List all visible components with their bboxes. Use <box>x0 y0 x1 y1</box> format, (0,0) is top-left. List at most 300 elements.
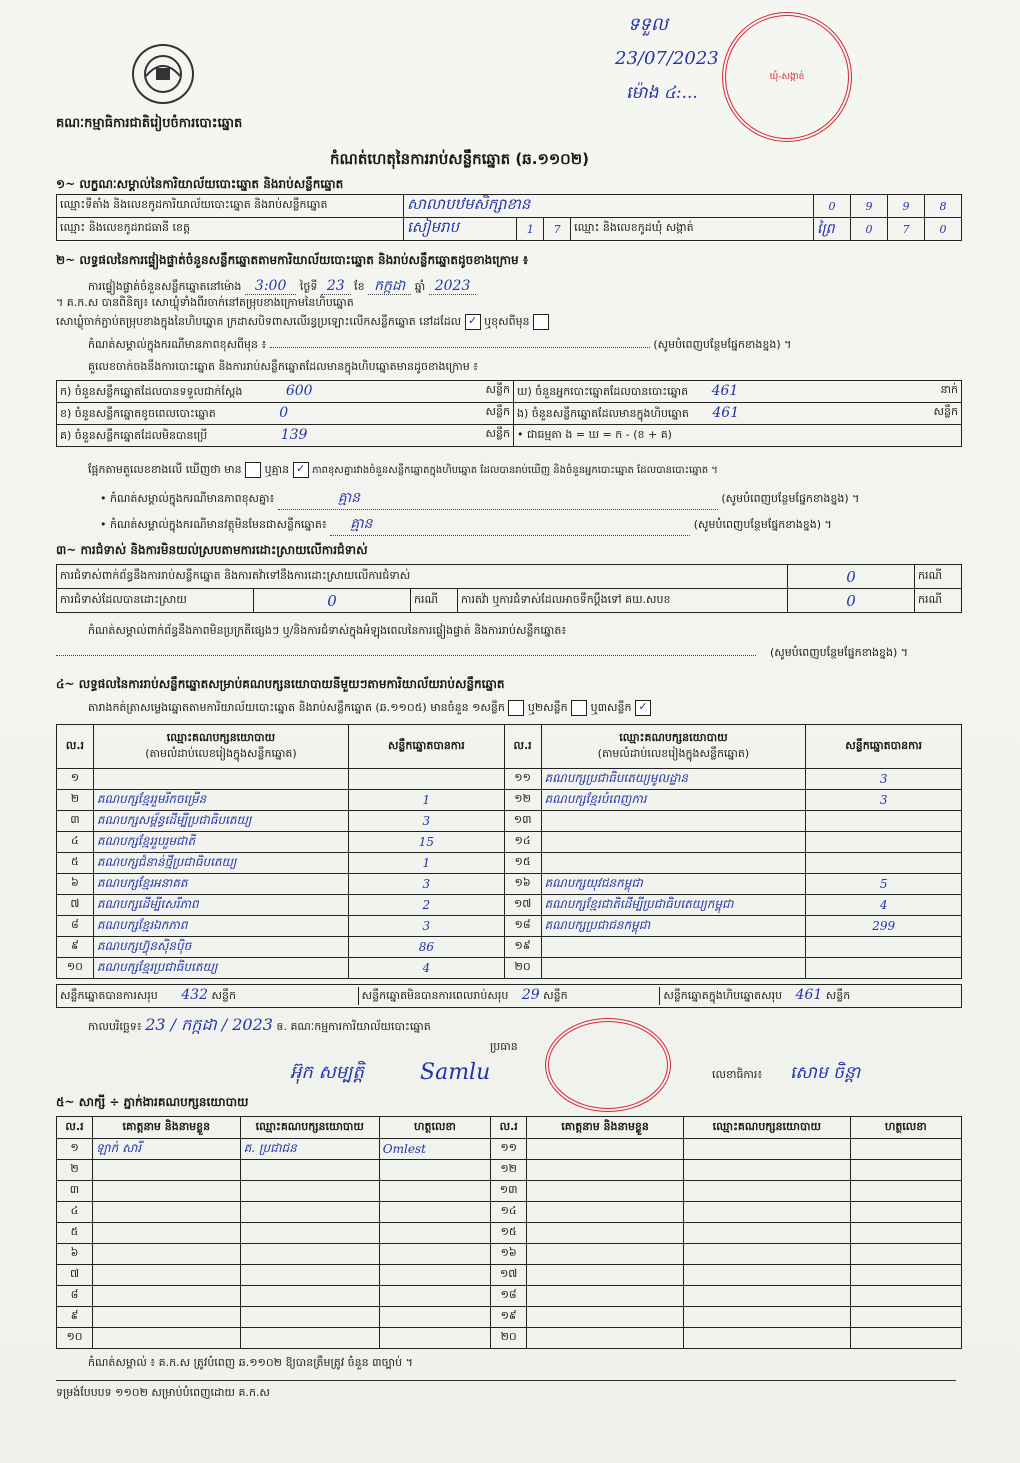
party-votes-right <box>806 811 962 832</box>
witness-row <box>57 1160 962 1181</box>
witness-party-right <box>684 1223 851 1244</box>
total-box-cell <box>659 987 961 1005</box>
witness-party-right <box>684 1286 851 1307</box>
section5-heading: ៥~ សាក្សី ÷ ភ្នាក់ងារគណបក្សនយោបាយ <box>56 1095 249 1109</box>
party-no-left: ១ <box>57 769 94 790</box>
party-no-right: ១៦ <box>504 874 541 895</box>
date-line <box>88 1014 431 1038</box>
party-name-right: គណបក្សប្រជាជនកម្ពុជា <box>541 916 806 937</box>
spoiled-label: ខ) ចំនួនសន្លឹកឆ្នោតខូចពេលបោះឆ្នោត <box>60 406 216 420</box>
province-code-1: 1 <box>517 218 544 241</box>
w-col-no-right: ល.រ <box>491 1117 527 1139</box>
note-line-1 <box>88 338 968 354</box>
witness-name-right <box>527 1181 684 1202</box>
bullet1-fill: (សូមបំពេញបន្ថែមផ្នែកខាងខ្នង) ។ <box>721 492 860 505</box>
witness-name-left <box>93 1223 241 1244</box>
appeal-unit: ករណី <box>915 589 962 613</box>
objection-unit: ករណី <box>915 565 962 589</box>
result-intro: គួលេខចាក់ចងនឹងការបោះឆ្នោត និងការរាប់សន្លឹកឆ្នោតដែលមានក្នុងហិបឆ្នោតមានដូចខាងក្រោម ៖ <box>88 360 479 373</box>
party-no-right: ១៨ <box>504 916 541 937</box>
total-box-label: សន្លឹកឆ្នោតក្នុងហិបឆ្នោតសរុប <box>663 989 783 1002</box>
inbox-label: ង) ចំនួនសន្លឹកឆ្នោតដែលមានក្នុងហិបឆ្នោត <box>517 406 689 420</box>
two-sheet-checkbox[interactable] <box>571 700 587 716</box>
witness-party-right <box>684 1265 851 1286</box>
witness-sig-left: Omlest <box>379 1139 490 1160</box>
col-party-right <box>541 725 806 769</box>
party-row <box>57 958 962 979</box>
party-votes-right: 3 <box>806 790 962 811</box>
section4-intro: តារាងកត់ត្រាសម្លេងឆ្នោតតាមការិយាល័យបោះឆ្នោត និងរាប់សន្លឹកឆ្នោត (ឆ.១១០៥) មានចំនួន ១សន្លឹក <box>88 701 505 714</box>
witness-name-right <box>527 1160 684 1181</box>
witness-name-right <box>527 1202 684 1223</box>
party-no-right: ១៩ <box>504 937 541 958</box>
compare-text: ផ្អែកតាមតួលេខខាងលើ ឃើញថា មាន <box>88 463 242 476</box>
footer-divider <box>56 1380 956 1381</box>
party-votes-right: 299 <box>806 916 962 937</box>
witness-name-left <box>93 1307 241 1328</box>
section3-note: កំណត់សម្គាល់ពាក់ព័ន្ធនឹងភាពមិនប្រក្រតីផ្សេងៗ ឬ/និងការជំទាស់ក្នុងអំឡុងពេលនៃការផ្ទៀងផ្ទាត់ និងការរាប់សន្លឹកឆ្នោត៖ <box>88 624 567 637</box>
party-votes-right <box>806 958 962 979</box>
commune-label: ឈ្មោះ និងលេខកូដឃុំ សង្កាត់ <box>571 218 814 241</box>
party-name-right: គណបក្សខ្មែរបំពេញការ <box>541 790 806 811</box>
party-no-left: ៨ <box>57 916 94 937</box>
received-value: 600 <box>285 382 313 399</box>
seal-or-text: ឬខុសពីមុន <box>484 315 530 328</box>
witness-no-left: ៣ <box>57 1181 93 1202</box>
bullet1-label: • កំណត់សម្គាល់ក្នុងករណីមានភាពខុសគ្នា៖ <box>100 492 275 505</box>
party-no-right: ២០ <box>504 958 541 979</box>
spoiled-unit: សន្លឹក <box>485 404 510 418</box>
party-votes-right <box>806 853 962 874</box>
w-col-sig-left: ហត្ថលេខា <box>379 1117 490 1139</box>
section1-heading: ១~ លក្ខណៈសម្គាល់នៃការិយាល័យបោះឆ្នោត និងរាប់សន្លឹកឆ្នោត <box>56 177 344 191</box>
verify-day-label: ថ្ងៃទី <box>299 280 318 293</box>
bullet1-value: គ្មាន <box>278 488 718 510</box>
witness-party-right <box>684 1139 851 1160</box>
witness-sig-right <box>850 1328 961 1349</box>
unused-value: 139 <box>280 426 308 443</box>
witness-no-right: ១៤ <box>491 1202 527 1223</box>
total-invalid-cell <box>358 987 660 1005</box>
party-name-right: គណបក្សប្រជាធិបតេយ្យមូលដ្ឋាន <box>541 769 806 790</box>
party-no-right: ១៤ <box>504 832 541 853</box>
compare-opt1: ឬគ្មាន <box>264 463 290 476</box>
party-name-left: គណបក្សហ៊្វុនស៊ិនប៉ិច <box>93 937 348 958</box>
unused-unit: សន្លឹក <box>485 426 510 440</box>
verify-prefix: ការផ្ទៀងផ្ទាត់ចំនួនសន្លឹកឆ្នោតនៅម៉ោង <box>88 280 242 293</box>
witness-sig-right <box>850 1202 961 1223</box>
party-row <box>57 769 962 790</box>
col-votes-left: សន្លឹកឆ្នោតបានការ <box>349 725 505 769</box>
total-valid-label: សន្លឹកឆ្នោតបានការសរុប <box>60 989 158 1002</box>
witness-sig-left <box>379 1160 490 1181</box>
w-col-sig-right: ហត្ថលេខា <box>850 1117 961 1139</box>
party-name-right <box>541 832 806 853</box>
party-votes-left: 15 <box>349 832 505 853</box>
party-name-right <box>541 853 806 874</box>
unused-label: គ) ចំនួនសន្លឹកឆ្នោតដែលមិនបានប្រើ <box>60 428 208 442</box>
party-votes-left: 86 <box>349 937 505 958</box>
w-col-no-left: ល.រ <box>57 1117 93 1139</box>
witness-party-left <box>240 1307 379 1328</box>
witness-name-right <box>527 1307 684 1328</box>
objection-table <box>56 564 962 613</box>
witness-party-left: គ. ប្រជាជន <box>240 1139 379 1160</box>
ballot-row-3 <box>57 425 962 447</box>
section3-heading: ៣~ ការជំទាស់ និងការមិនយល់ស្របតាមការដោះស្រាយលើការជំទាស់ <box>56 543 368 557</box>
col-party-left-sub: (តាមលំដាប់លេខរៀងក្នុងសន្លឹកឆ្នោត) <box>145 746 297 760</box>
corner-note-received: ទទួល <box>628 14 668 35</box>
witness-no-left: ១០ <box>57 1328 93 1349</box>
party-name-left: គណបក្សខ្មែរប្រជាធិបតេយ្យ <box>93 958 348 979</box>
commune-code-2: 7 <box>888 218 925 241</box>
party-name-left: គណបក្សសម្ព័ន្ធដើម្បីប្រជាធិបតេយ្យ <box>93 811 348 832</box>
ballot-cell-c <box>57 425 514 447</box>
party-votes-left: 1 <box>349 790 505 811</box>
witness-party-right <box>684 1328 851 1349</box>
witness-party-left <box>240 1223 379 1244</box>
verify-year: 2023 <box>429 278 477 295</box>
witness-party-left <box>240 1160 379 1181</box>
location-code-4: 8 <box>925 195 962 218</box>
col-party-right-title: ឈ្មោះគណបក្សនយោបាយ <box>619 730 728 744</box>
witness-party-left <box>240 1181 379 1202</box>
witness-sig-left <box>379 1202 490 1223</box>
witness-sig-right <box>850 1181 961 1202</box>
appeal-label: ការតវ៉ា ឬការជំទាស់ដែលអាចទឹកប្តឹងទៅ គឃ.សបខ <box>458 589 788 613</box>
witness-no-left: ៤ <box>57 1202 93 1223</box>
party-votes-right: 5 <box>806 874 962 895</box>
col-party-left-title: ឈ្មោះគណបក្សនយោបាយ <box>166 730 276 744</box>
three-sheet-checkbox[interactable]: ✓ <box>635 700 651 716</box>
party-row <box>57 790 962 811</box>
compare-line <box>88 462 968 479</box>
voters-label: ឃ) ចំនួនអ្នកបោះឆ្នោតដែលបានបោះឆ្នោត <box>517 384 689 398</box>
witness-sig-left <box>379 1181 490 1202</box>
party-name-left: គណបក្សខ្មែររួមរីកចម្រើន <box>93 790 348 811</box>
party-votes-left <box>349 769 505 790</box>
received-label: ក) ចំនួនសន្លឹកឆ្នោតដែលបានទទួលជាក់ស្តែង <box>60 384 243 398</box>
three-sheet-label: ឬ៣សន្លឹក <box>590 701 632 714</box>
ballot-cell-d <box>514 381 962 403</box>
party-no-left: ៦ <box>57 874 94 895</box>
col-no-left: ល.រ <box>57 725 94 769</box>
verify-suffix: ។ គ.ក.ស បានពិនិត្យ៖ សោឃ្លុំទាំងពីរចាក់នៅតម្រុបខាងក្រោមនៃហិបឆ្នោត <box>56 296 354 309</box>
date-label: កាលបរិច្ឆេទ៖ <box>88 1020 142 1033</box>
party-votes-right <box>806 832 962 853</box>
witness-sig-right <box>850 1307 961 1328</box>
formula-text: • ជាធម្មតា ង = ឃ = ក - (ខ + គ) <box>517 427 672 441</box>
witness-row <box>57 1139 962 1160</box>
total-box: 461 <box>795 987 823 1003</box>
bullet1-line <box>100 488 970 510</box>
total-valid: 432 <box>181 987 208 1003</box>
witness-sig-right <box>850 1286 961 1307</box>
witness-name-right <box>527 1223 684 1244</box>
party-no-left: ២ <box>57 790 94 811</box>
party-votes-left: 3 <box>349 874 505 895</box>
witness-no-left: ២ <box>57 1160 93 1181</box>
party-name-right: គណបក្សខ្មែរជាតិដើម្បីប្រជាធិបតេយ្យកម្ពុជា <box>541 895 806 916</box>
col-party-right-sub: (តាមលំដាប់លេខរៀងក្នុងសន្លឹកឆ្នោត) <box>597 746 750 760</box>
party-votes-left: 1 <box>349 853 505 874</box>
party-name-right <box>541 958 806 979</box>
objection-value: 0 <box>788 565 915 589</box>
voters-value: 461 <box>711 382 739 399</box>
witness-party-left <box>240 1265 379 1286</box>
location-code-1: 0 <box>814 195 851 218</box>
total-invalid-label: សន្លឹកឆ្នោតមិនបានការពេលរាប់សរុប <box>361 989 509 1002</box>
witness-party-right <box>684 1307 851 1328</box>
party-votes-left: 2 <box>349 895 505 916</box>
witness-sig-left <box>379 1223 490 1244</box>
section3-note-line <box>56 654 756 656</box>
has-difference-checkbox[interactable] <box>245 462 261 478</box>
witness-party-left <box>240 1286 379 1307</box>
witness-row <box>57 1307 962 1328</box>
verify-month-label: ខែ <box>354 280 365 293</box>
party-votes-right <box>806 937 962 958</box>
witness-name-right <box>527 1265 684 1286</box>
objection-label: ការជំទាស់ពាក់ព័ន្ធនឹងការរាប់សន្លឹកឆ្នោត និងការតវ៉ាទៅនឹងការដោះស្រាយលើការជំទាស់ <box>57 565 788 589</box>
party-no-left: ៣ <box>57 811 94 832</box>
witness-no-right: ១៥ <box>491 1223 527 1244</box>
appeal-value: 0 <box>788 589 915 613</box>
inbox-unit: សន្លឹក <box>933 404 958 418</box>
witness-name-right <box>527 1328 684 1349</box>
party-no-left: ៥ <box>57 853 94 874</box>
secretary-name: សោម ចិន្តា <box>790 1063 861 1083</box>
party-row <box>57 832 962 853</box>
resolved-label: ការជំទាស់ដែលបានដោះស្រាយ <box>57 589 254 613</box>
resolved-value: 0 <box>254 589 411 613</box>
no-difference-checkbox[interactable]: ✓ <box>293 462 309 478</box>
verify-month: កក្កដា <box>368 278 411 295</box>
party-no-right: ១៧ <box>504 895 541 916</box>
witness-name-left <box>93 1328 241 1349</box>
verify-day: 23 <box>321 278 351 295</box>
location-code-3: 9 <box>888 195 925 218</box>
party-votes-right: 3 <box>806 769 962 790</box>
authority-name: គណៈកម្មាធិការជាតិរៀបចំការបោះឆ្នោត <box>56 116 243 131</box>
verify-line <box>88 276 968 297</box>
party-row <box>57 916 962 937</box>
total-invalid: 29 <box>521 987 540 1003</box>
section3-fill: (សូមបំពេញបន្ថែមផ្នែកខាងខ្នង) ។ <box>770 646 909 659</box>
witness-sig-left <box>379 1328 490 1349</box>
party-name-right <box>541 937 806 958</box>
col-no-right: ល.រ <box>504 725 541 769</box>
note-prefix: កំណត់សម្គាល់ក្នុងករណីមានភាពខុសពីមុន ៖ <box>88 338 267 351</box>
party-row <box>57 874 962 895</box>
witness-name-left <box>93 1265 241 1286</box>
witness-name-left: ឡាក់ សារី <box>93 1139 241 1160</box>
witness-name-left <box>93 1202 241 1223</box>
compare-rest: ភាពខុសគ្នារវាងចំនួនសន្លឹកឆ្នោតក្នុងហិបឆ្នោត ដែលបានរាប់ឃើញ និងចំនួនអ្នកបោះឆ្នោត ដែលបានបោះឆ្នោត ។ <box>312 465 718 476</box>
witness-no-right: ២០ <box>491 1328 527 1349</box>
ballot-row-1 <box>57 381 962 403</box>
note-suffix: (សូមបំពេញបន្ថែមផ្នែកខាងខ្នង) ។ <box>653 338 792 351</box>
ballot-count-table <box>56 380 962 447</box>
total-valid-unit: សន្លឹក <box>211 989 236 1002</box>
witness-table <box>56 1116 962 1349</box>
location-value: សាលាបឋមសិក្សាខាន <box>404 195 814 218</box>
witness-no-left: ១ <box>57 1139 93 1160</box>
verify-year-label: ឆ្នាំ <box>414 280 426 293</box>
party-no-right: ១៣ <box>504 811 541 832</box>
w-col-party-left: ឈ្មោះគណបក្សនយោបាយ <box>240 1117 379 1139</box>
witness-row <box>57 1202 962 1223</box>
province-value: សៀមរាប <box>404 218 517 241</box>
seal-text: សោឃ្លុំចាក់ភ្ជាប់តម្រុបខាងក្នុងនៃហិបឆ្នោត ក្រដាសបិទពាសលើរន្ធប្រឡោះលើកសន្លឹកឆ្នោត នៅដដែល <box>56 315 462 328</box>
commune-code-1: 0 <box>851 218 888 241</box>
emblem-logo <box>132 44 194 104</box>
witness-name-right <box>527 1139 684 1160</box>
section1-table <box>56 194 962 241</box>
commune-code-3: 0 <box>925 218 962 241</box>
section4-heading: ៤~ លទ្ធផលនៃការរាប់សន្លឹកឆ្នោតសម្រាប់គណបក្សនយោបាយនីមួយៗតាមការិយាល័យរាប់សន្លឹកឆ្នោត <box>56 677 505 691</box>
witness-party-right <box>684 1244 851 1265</box>
party-row <box>57 811 962 832</box>
witness-row <box>57 1328 962 1349</box>
witness-no-right: ១១ <box>491 1139 527 1160</box>
w-col-name-left: គោត្តនាម និងនាមខ្លួន <box>93 1117 241 1139</box>
footnote: កំណត់សម្គាល់ ៖ គ.ក.ស ត្រូវបំពេញ ឆ.១១០២ ឱ្យបានត្រឹមត្រូវ ចំនួន ៣ច្បាប់ ។ <box>88 1356 413 1369</box>
ballot-cell-e <box>514 403 962 425</box>
witness-no-right: ១៧ <box>491 1265 527 1286</box>
different-checkbox[interactable] <box>533 314 549 330</box>
party-name-left <box>93 769 348 790</box>
form-title: កំណត់ហេតុនៃការរាប់សន្លឹកឆ្នោត (ឆ.១១០២) <box>330 150 590 168</box>
party-name-left: គណបក្សជំនាន់ថ្មីប្រជាធិបតេយ្យ <box>93 853 348 874</box>
party-no-left: ១០ <box>57 958 94 979</box>
one-sheet-checkbox[interactable] <box>508 700 524 716</box>
ballot-cell-formula <box>514 425 962 447</box>
total-box-unit: សន្លឹក <box>825 989 851 1002</box>
party-no-right: ១១ <box>504 769 541 790</box>
witness-no-right: ១២ <box>491 1160 527 1181</box>
witness-sig-left <box>379 1307 490 1328</box>
bullet2-fill: (សូមបំពេញបន្ថែមផ្នែកខាងខ្នង) ។ <box>693 518 832 531</box>
location-label: ឈ្មោះទីតាំង និងលេខកូដការិយាល័យបោះឆ្នោត និងរាប់សន្លឹកឆ្នោត <box>57 195 404 218</box>
ballot-row-2 <box>57 403 962 425</box>
official-stamp-top <box>722 12 852 142</box>
secretary-label: លេខាធិការ៖ <box>712 1068 763 1081</box>
date-value: 23 / កក្កដា / 2023 <box>145 1015 273 1034</box>
chair-name: អ៊ុក សម្បត្តិ <box>290 1062 364 1083</box>
witness-sig-right <box>850 1223 961 1244</box>
verify-time: 3:00 <box>245 278 296 295</box>
chair-label: ប្រធាន <box>490 1040 518 1053</box>
witness-party-left <box>240 1202 379 1223</box>
witness-name-right <box>527 1286 684 1307</box>
witness-row <box>57 1286 962 1307</box>
witness-sig-right <box>850 1160 961 1181</box>
party-row <box>57 937 962 958</box>
witness-no-right: ១៣ <box>491 1181 527 1202</box>
party-votes-right: 4 <box>806 895 962 916</box>
resolved-unit: ករណី <box>411 589 458 613</box>
party-name-right: គណបក្សយុវជនកម្ពុជា <box>541 874 806 895</box>
witness-sig-left <box>379 1286 490 1307</box>
witness-party-left <box>240 1244 379 1265</box>
corner-note-date: 23/07/2023 <box>615 48 719 69</box>
witness-name-left <box>93 1181 241 1202</box>
witness-sig-right <box>850 1265 961 1286</box>
witness-no-left: ៦ <box>57 1244 93 1265</box>
col-party-left <box>93 725 348 769</box>
witness-party-right <box>684 1160 851 1181</box>
party-name-left: គណបក្សខ្មែរអនាគត <box>93 874 348 895</box>
witness-no-left: ៨ <box>57 1286 93 1307</box>
section2-heading: ២~ លទ្ធផលនៃការផ្ទៀងផ្ទាត់ចំនួនសន្លឹកឆ្នោតតាមការិយាល័យបោះឆ្នោត និងរាប់សន្លឹកឆ្នោតដូចខាងក្រោម ៖ <box>56 253 529 267</box>
commune-value: ព្រៃ <box>814 218 851 241</box>
party-no-right: ១៥ <box>504 853 541 874</box>
witness-no-right: ១៦ <box>491 1244 527 1265</box>
party-name-left: គណបក្សខ្មែររួបរួមជាតិ <box>93 832 348 853</box>
voters-unit: នាក់ <box>940 382 958 396</box>
witness-row <box>57 1181 962 1202</box>
witness-party-right <box>684 1181 851 1202</box>
ballot-cell-b <box>57 403 514 425</box>
witness-name-left <box>93 1286 241 1307</box>
witness-sig-right <box>850 1139 961 1160</box>
witness-no-left: ៥ <box>57 1223 93 1244</box>
same-checkbox[interactable]: ✓ <box>465 314 481 330</box>
verify-para2 <box>56 314 966 331</box>
party-no-left: ៧ <box>57 895 94 916</box>
witness-no-right: ១៨ <box>491 1286 527 1307</box>
section4-intro-line <box>88 700 968 717</box>
spoiled-value: 0 <box>279 404 289 421</box>
witness-row <box>57 1265 962 1286</box>
witness-row <box>57 1244 962 1265</box>
witness-no-right: ១៩ <box>491 1307 527 1328</box>
two-sheet-label: ឬ២សន្លឹក <box>527 701 568 714</box>
bullet2-line <box>100 514 970 536</box>
witness-no-left: ៧ <box>57 1265 93 1286</box>
witness-no-left: ៩ <box>57 1307 93 1328</box>
party-row <box>57 853 962 874</box>
footer-note: ទម្រង់បែបបទ ១១០២ សម្រាប់បំពេញដោយ គ.ក.ស <box>56 1386 270 1399</box>
province-label: ឈ្មោះ និងលេខកូដរាជធានី ខេត្ត <box>57 218 404 241</box>
party-name-left: គណបក្សដើម្បីសេរីភាព <box>93 895 348 916</box>
witness-party-right <box>684 1202 851 1223</box>
col-votes-right: សន្លឹកឆ្នោតបានការ <box>806 725 962 769</box>
witness-name-right <box>527 1244 684 1265</box>
witness-name-left <box>93 1244 241 1265</box>
chair-signature: Samlu <box>420 1060 491 1085</box>
party-results-table <box>56 724 962 979</box>
party-votes-left: 3 <box>349 916 505 937</box>
witness-name-left <box>93 1160 241 1181</box>
party-row <box>57 895 962 916</box>
party-no-left: ៤ <box>57 832 94 853</box>
w-col-party-right: ឈ្មោះគណបក្សនយោបាយ <box>684 1117 851 1139</box>
bullet2-value: គ្មាន <box>330 514 690 536</box>
witness-row <box>57 1223 962 1244</box>
bullet2-label: • កំណត់សម្គាល់ក្នុងករណីមានវត្ថុមិនមែនជាសន្លឹកឆ្នោត៖ <box>100 518 327 531</box>
witness-party-left <box>240 1328 379 1349</box>
w-col-name-right: គោត្តនាម និងនាមខ្លួន <box>527 1117 684 1139</box>
province-code-2: 7 <box>544 218 571 241</box>
party-no-left: ៩ <box>57 937 94 958</box>
party-no-right: ១២ <box>504 790 541 811</box>
stamp-text: ឃុំ-សង្កាត់ <box>769 71 805 82</box>
party-name-left: គណបក្សខ្មែរឯកភាព <box>93 916 348 937</box>
party-votes-left: 4 <box>349 958 505 979</box>
party-votes-left: 3 <box>349 811 505 832</box>
